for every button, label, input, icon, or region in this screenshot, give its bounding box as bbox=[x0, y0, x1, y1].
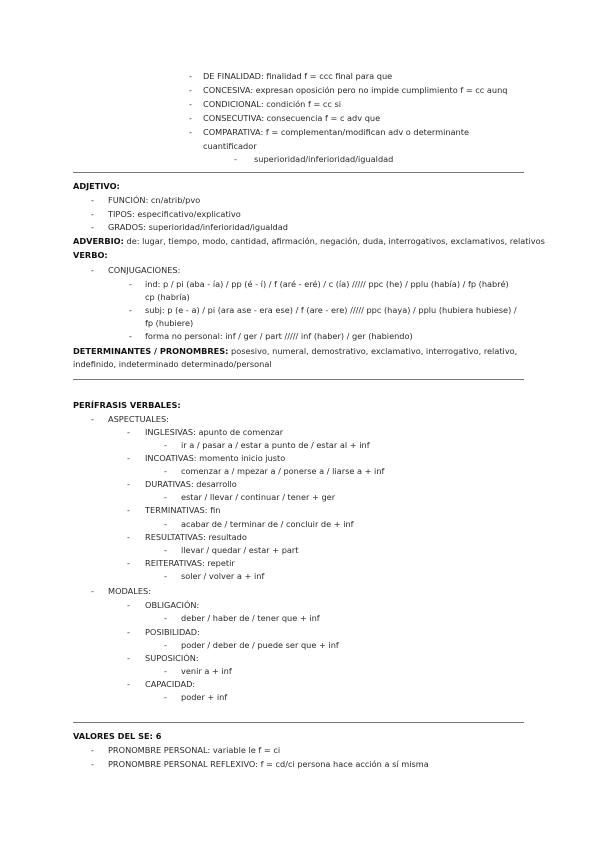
bullet-dash: - bbox=[164, 519, 167, 529]
bullet-dash: - bbox=[164, 466, 167, 476]
bullet-dash: - bbox=[164, 545, 167, 555]
verbo-heading: VERBO: bbox=[73, 250, 108, 260]
bullet-dash: - bbox=[189, 113, 192, 123]
bullet-dash: - bbox=[91, 745, 94, 755]
modal-group-label: SUPOSICIÓN: bbox=[145, 653, 199, 663]
verbo-conjugaciones: CONJUGACIONES: bbox=[108, 265, 181, 275]
aspectual-group-label: RESULTATIVAS: resultado bbox=[145, 532, 247, 542]
aspectuales-label: ASPECTUALES: bbox=[108, 414, 169, 424]
consecutiva-item: CONSECUTIVA: consecuencia f = c adv que bbox=[203, 113, 381, 123]
finalidad-item: DE FINALIDAD: finalidad f = ccc final para que bbox=[203, 71, 393, 81]
bullet-dash: - bbox=[189, 127, 192, 137]
modal-group-label: OBLIGACIÓN: bbox=[145, 600, 200, 610]
aspectual-group-label: REITERATIVAS: repetir bbox=[145, 558, 235, 568]
adjetivo-grados: GRADOS: superioridad/inferioridad/igualdad bbox=[108, 222, 288, 232]
bullet-dash: - bbox=[127, 505, 130, 515]
section-divider bbox=[73, 379, 524, 380]
bullet-dash: - bbox=[91, 414, 94, 424]
modales-label: MODALES: bbox=[108, 586, 151, 596]
bullet-dash: - bbox=[91, 265, 94, 275]
bullet-dash: - bbox=[127, 558, 130, 568]
bullet-dash: - bbox=[127, 627, 130, 637]
verbo-subjuntivo-cont: fp (hubiere) bbox=[145, 318, 194, 328]
verbo-subjuntivo: subj: p (e - a) / pi (ara ase - era ese) / f (are - ere) ///// ppc (haya) / pplu (hubiera hubiese) / bbox=[145, 305, 517, 315]
determinantes-heading: DETERMINANTES / PRONOMBRES: bbox=[73, 346, 229, 356]
adjetivo-tipos: TIPOS: especificativo/explicativo bbox=[108, 209, 241, 219]
bullet-dash: - bbox=[189, 99, 192, 109]
bullet-dash: - bbox=[164, 692, 167, 702]
aspectual-group-example: comenzar a / mpezar a / ponerse a / liarse a + inf bbox=[181, 466, 385, 476]
section-divider bbox=[73, 722, 524, 723]
modal-group-example: poder / deber de / puede ser que + inf bbox=[181, 640, 339, 650]
bullet-dash: - bbox=[164, 666, 167, 676]
modal-group-example: poder + inf bbox=[181, 692, 228, 702]
aspectual-group-example: soler / volver a + inf bbox=[181, 571, 265, 581]
valores-se-heading: VALORES DEL SE: 6 bbox=[73, 731, 162, 741]
bullet-dash: - bbox=[91, 222, 94, 232]
aspectual-group-example: ir a / pasar a / estar a punto de / estar al + inf bbox=[181, 440, 370, 450]
bullet-dash: - bbox=[127, 600, 130, 610]
verbo-indicativo-cont: cp (habría) bbox=[145, 292, 190, 302]
bullet-dash: - bbox=[129, 331, 132, 341]
bullet-dash: - bbox=[127, 427, 130, 437]
bullet-dash: - bbox=[164, 440, 167, 450]
aspectual-group-label: INGLESIVAS: apunto de comenzar bbox=[145, 427, 284, 437]
valores-se-item: PRONOMBRE PERSONAL REFLEXIVO: f = cd/ci persona hace acción a sí misma bbox=[108, 759, 429, 769]
bullet-dash: - bbox=[91, 195, 94, 205]
aspectual-group-example: llevar / quedar / estar + part bbox=[181, 545, 299, 555]
modal-group-example: deber / haber de / tener que + inf bbox=[181, 613, 320, 623]
verbo-no-personal: forma no personal: inf / ger / part ///// inf (haber) / ger (habiendo) bbox=[145, 331, 413, 341]
bullet-dash: - bbox=[164, 640, 167, 650]
section-divider bbox=[73, 172, 524, 173]
determinantes-text-cont: indefinido, indeterminado determinado/personal bbox=[73, 359, 272, 369]
bullet-dash: - bbox=[91, 586, 94, 596]
bullet-dash: - bbox=[127, 532, 130, 542]
determinantes-text: posesivo, numeral, demostrativo, exclamativo, interrogativo, relativo, bbox=[228, 346, 518, 356]
aspectual-group-label: INCOATIVAS: momento inicio justo bbox=[145, 453, 286, 463]
bullet-dash: - bbox=[189, 85, 192, 95]
comparativa-item: COMPARATIVA: f = complementan/modifican adv o determinante bbox=[203, 127, 469, 137]
adjetivo-heading: ADJETIVO: bbox=[73, 181, 120, 191]
aspectual-group-example: estar / llevar / continuar / tener + ger bbox=[181, 492, 336, 502]
bullet-dash: - bbox=[91, 209, 94, 219]
determinantes-line bbox=[73, 345, 517, 358]
valores-se-item: PRONOMBRE PERSONAL: variable le f = ci bbox=[108, 745, 281, 755]
adjetivo-funcion: FUNCIÓN: cn/atrib/pvo bbox=[108, 195, 201, 205]
bullet-dash: - bbox=[129, 305, 132, 315]
bullet-dash: - bbox=[127, 479, 130, 489]
bullet-dash: - bbox=[164, 492, 167, 502]
verbo-indicativo: ind: p / pi (aba - ía) / pp (é - í) / f (aré - eré) / c (ía) ///// ppc (he) / pplu (había) / fp (habré) bbox=[145, 279, 509, 289]
modal-group-example: venir a + inf bbox=[181, 666, 232, 676]
modal-group-label: CAPACIDAD: bbox=[145, 679, 196, 689]
adverbio-heading: ADVERBIO: bbox=[73, 236, 124, 246]
bullet-dash: - bbox=[189, 71, 192, 81]
modal-group-label: POSIBILIDAD: bbox=[145, 627, 200, 637]
comparativa-continuation: cuantificador bbox=[203, 141, 257, 151]
concesiva-item: CONCESIVA: expresan oposición pero no impide cumplimiento f = cc aunq bbox=[203, 85, 508, 95]
bullet-dash: - bbox=[127, 679, 130, 689]
bullet-dash: - bbox=[127, 453, 130, 463]
comparativa-sub-item: superioridad/inferioridad/igualdad bbox=[254, 154, 394, 164]
bullet-dash: - bbox=[164, 613, 167, 623]
bullet-dash: - bbox=[164, 571, 167, 581]
perifrasis-heading: PERÍFRASIS VERBALES: bbox=[73, 400, 181, 410]
aspectual-group-example: acabar de / terminar de / concluir de + inf bbox=[181, 519, 354, 529]
aspectual-group-label: DURATIVAS: desarrollo bbox=[145, 479, 237, 489]
bullet-dash: - bbox=[129, 279, 132, 289]
condicional-item: CONDICIONAL: condición f = cc si bbox=[203, 99, 342, 109]
bullet-dash: - bbox=[234, 154, 237, 164]
aspectual-group-label: TERMINATIVAS: fin bbox=[145, 505, 221, 515]
bullet-dash: - bbox=[127, 653, 130, 663]
adverbio-text: de: lugar, tiempo, modo, cantidad, afirmación, negación, duda, interrogativos, exclamativos, relativos bbox=[123, 236, 545, 246]
bullet-dash: - bbox=[91, 759, 94, 769]
adverbio-line bbox=[73, 235, 545, 248]
